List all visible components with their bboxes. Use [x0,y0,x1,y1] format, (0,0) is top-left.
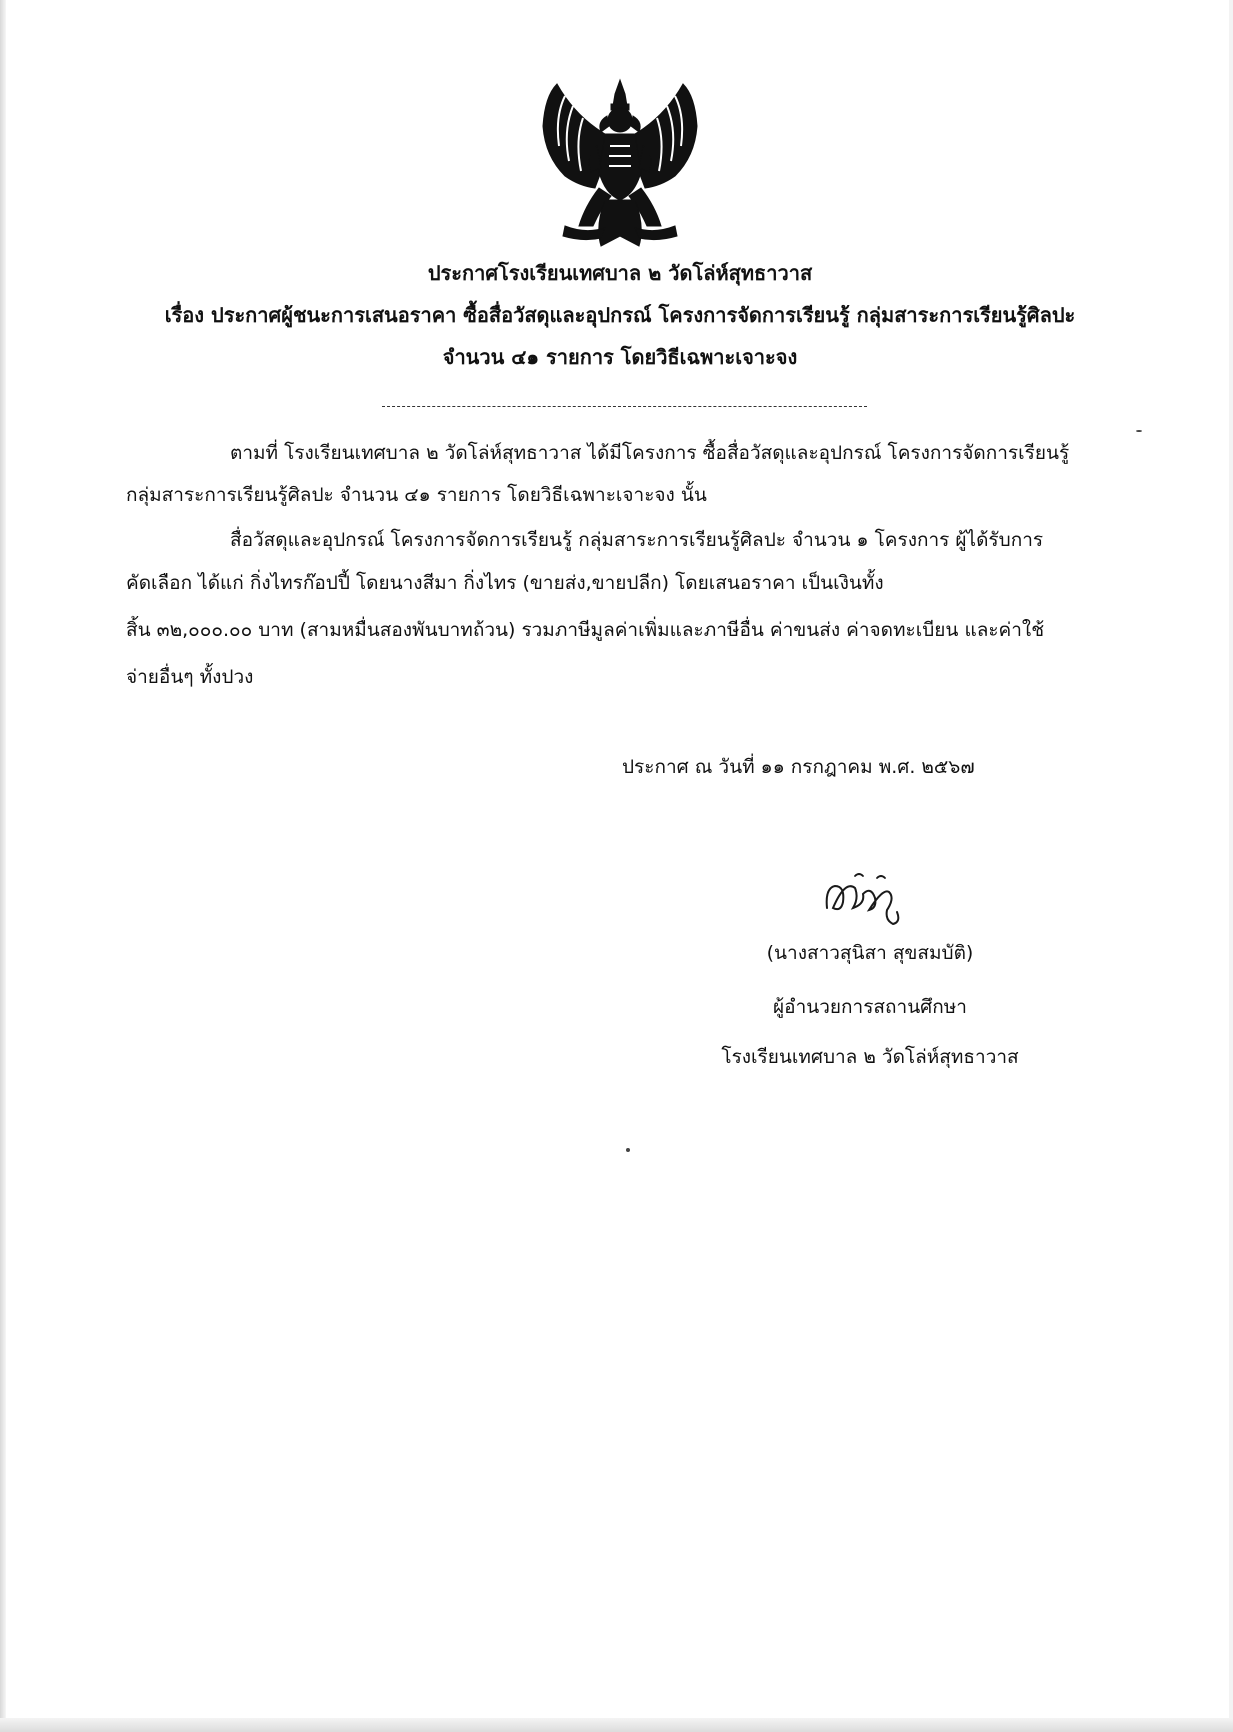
signatory-organization: โรงเรียนเทศบาล ๒ วัดโล่ห์สุทธาวาส [721,1046,1019,1068]
paragraph-2-line-2: คัดเลือก ได้แก่ กิ่งไทรก๊อปปี้ โดยนางสีมา กิ่งไทร (ขายส่ง,ขายปลีก) โดยเสนอราคา เป็นเงินทั้ง [126,572,884,594]
signatory-position: ผู้อำนวยการสถานศึกษา [773,996,967,1018]
title-line-2: เรื่อง ประกาศผู้ชนะการเสนอราคา ซื้อสื่อวัสดุและอุปกรณ์ โครงการจัดการเรียนรู้ กลุ่มสาระการเรียนรู้ศิลปะ [164,303,1076,327]
garuda-emblem-icon [535,76,705,256]
scan-speck [626,1148,630,1152]
paragraph-2-line-1: สื่อวัสดุและอุปกรณ์ โครงการจัดการเรียนรู้ กลุ่มสาระการเรียนรู้ศิลปะ จำนวน ๑ โครงการ ผู้ได้รับการ [230,529,1044,551]
title-line-3: จำนวน ๔๑ รายการ โดยวิธีเฉพาะเจาะจง [442,345,798,369]
paragraph-2-line-4: จ่ายอื่นๆ ทั้งปวง [126,666,254,688]
paragraph-2-line-3: สิ้น ๓๒,๐๐๐.๐๐ บาท (สามหมื่นสองพันบาทถ้วน) รวมภาษีมูลค่าเพิ่มและภาษีอื่น ค่าขนส่ง ค่าจดทะเบียน และค่าใช้ [126,619,1045,641]
paragraph-1-line-2: กลุ่มสาระการเรียนรู้ศิลปะ จำนวน ๔๑ รายการ โดยวิธีเฉพาะเจาะจง นั้น [126,484,707,506]
page-edge-bottom [0,1718,1233,1732]
signatory-name: (นางสาวสุนิสา สุขสมบัติ) [766,942,974,964]
page-edge-left [0,0,6,1732]
handwritten-signature [815,868,915,930]
paragraph-1-line-1: ตามที่ โรงเรียนเทศบาล ๒ วัดโล่ห์สุทธาวาส ได้มีโครงการ ซื้อสื่อวัสดุและอุปกรณ์ โครงการจัดการเรียนรู้ [230,442,1070,464]
announcement-date: ประกาศ ณ วันที่ ๑๑ กรกฎาคม พ.ศ. ๒๕๖๗ [622,756,975,778]
title-divider [382,406,867,407]
document-title [120,252,1120,378]
page-edge-right [1229,0,1233,1732]
title-line-1: ประกาศโรงเรียนเทศบาล ๒ วัดโล่ห์สุทธาวาส [427,261,813,285]
scan-speck [1136,430,1142,432]
